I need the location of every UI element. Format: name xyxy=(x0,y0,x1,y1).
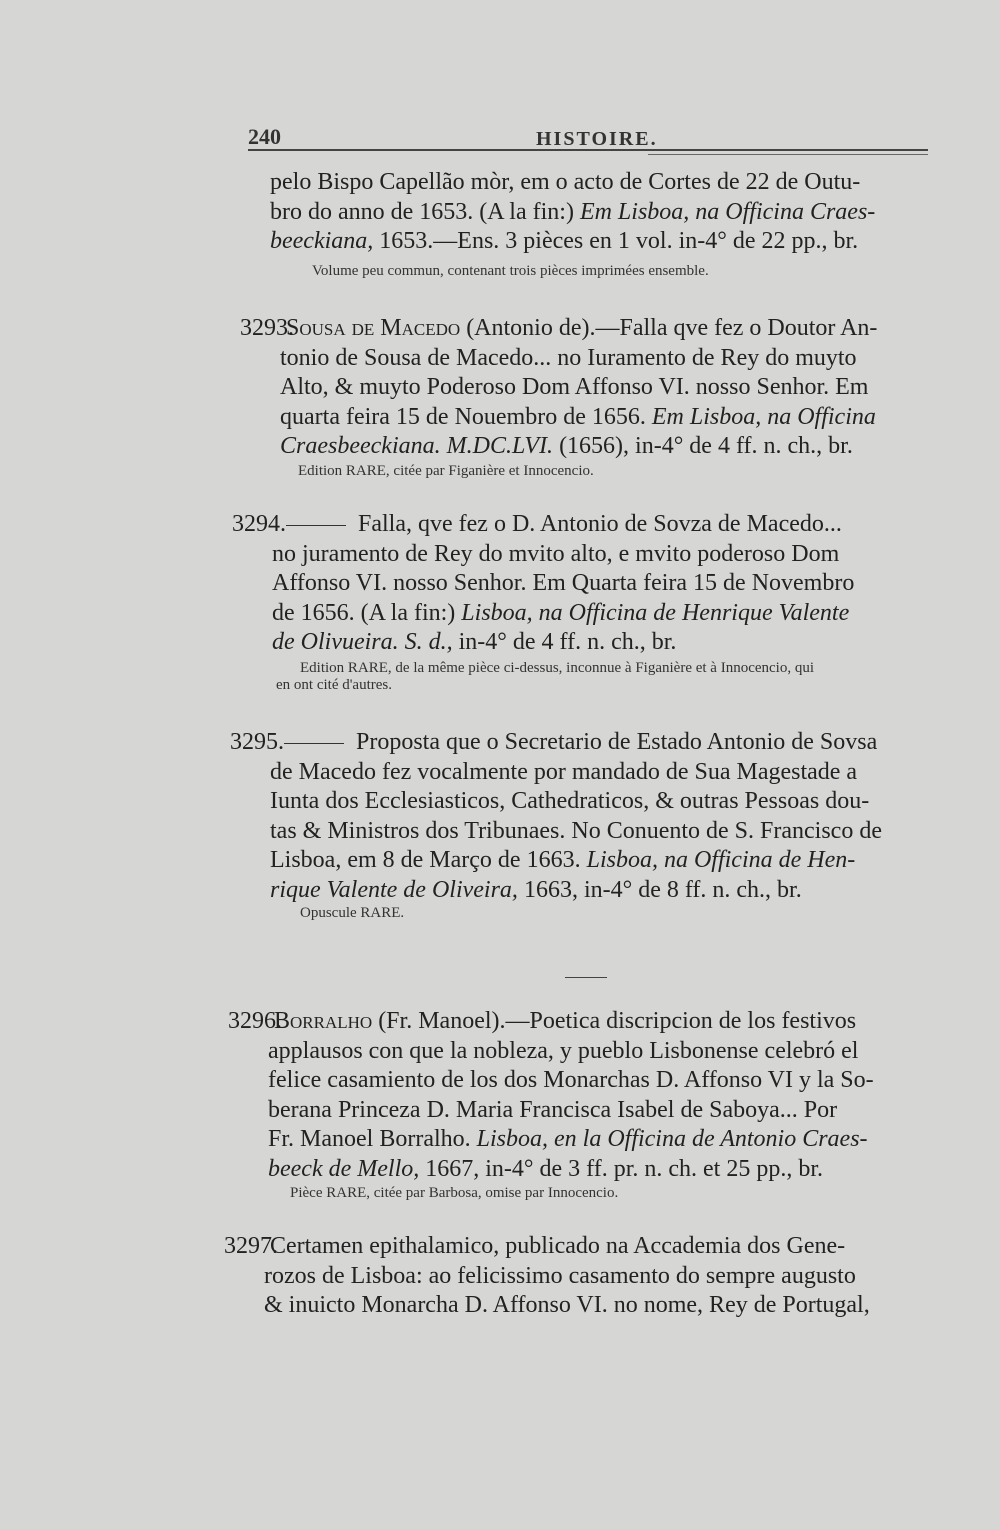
running-title: HISTOIRE. xyxy=(536,128,658,150)
ditto-dash xyxy=(284,743,344,744)
entry-3293: 3293. Sousa de Macedo (Antonio de).—Falla qve fez o Doutor An- tonio de Sousa de Macedo... no Iuramento de Rey do muyto Alto, & muyto Poderoso Dom Affonso VI. nosso Senhor. Em quarta feira 15 de Nouembro de 1656. Em Lisboa, na Officina Craesbeeckiana. M.DC.LVI. (1656), in-4° de 4 ff. n. ch., br. xyxy=(240,315,878,459)
text-line: beeckiana, 1653.—Ens. 3 pièces en 1 vol. in-4° de 22 pp., br. xyxy=(270,228,859,254)
page-header xyxy=(248,122,928,156)
entry-author: Borralho xyxy=(274,1008,373,1034)
note-3296: Pièce RARE, citée par Barbosa, omise par Innocencio. xyxy=(290,1185,619,1201)
entry-number: 3294. xyxy=(232,511,286,537)
entry-number: 3295. xyxy=(230,729,284,755)
note-3295: Opuscule RARE. xyxy=(300,905,405,921)
entry-number: 3293. xyxy=(240,315,294,341)
entry-author: Sousa de Macedo xyxy=(286,315,461,341)
entry-number: 3297. xyxy=(224,1233,278,1259)
header-rule-thin xyxy=(648,154,928,155)
entry-3297: 3297. Certamen epithalamico, publicado na Accademia dos Gene- rozos de Lisboa: ao felicissimo casamento do sempre augusto & inuicto Monarcha D. Affonso VI. no nome, Rey de Portugal, xyxy=(224,1233,870,1318)
page-number: 240 xyxy=(248,124,281,149)
text-line: bro do anno de 1653. (A la fin:) Em Lisboa, na Officina Craes- xyxy=(270,198,876,225)
note-3294: Edition RARE, de la même pièce ci-dessus, inconnue à Figanière et à Innocencio, qui en ont cité d'autres. xyxy=(276,660,815,693)
entry-3296: 3296. Borralho (Fr. Manoel).—Poetica discripcion de los festivos applausos con que la nobleza, y pueblo Lisbonense celebró el felice casamiento de los dos Monarchas D. Affonso VI y la So- berana Princeza D. Maria Francisca Isabel de Saboya... Por Fr. Manoel Borralho. Lisboa, en la Officina de Antonio Craes- beeck de Mello, 1667, in-4° de 3 ff. pr. n. ch. et 25 pp., br. xyxy=(228,1008,874,1182)
continuation-entry xyxy=(270,168,930,257)
entry-3294: 3294. Falla, qve fez o D. Antonio de Sovza de Macedo... no juramento de Rey do mvito alto, e mvito poderoso Dom Affonso VI. nosso Senhor. Em Quarta feira 15 de Novembro de 1656. (A la fin:) Lisboa, na Officina de Henrique Valente de Olivueira. S. d., in-4° de 4 ff. n. ch., br. xyxy=(232,511,855,655)
header-rule xyxy=(248,149,928,151)
entry-3295: 3295. Proposta que o Secretario de Estado Antonio de Sovsa de Macedo fez vocalmente por mandado de Sua Magestade a Iunta dos Ecclesiasticos, Cathedraticos, & outras Pessoas dou- tas & Ministros dos Tribunaes. No Conuento de S. Francisco de Lisboa, em 8 de Março de 1663. Lisboa, na Officina de Hen- rique Valente de Oliveira, 1663, in-4° de 8 ff. n. ch., br. xyxy=(230,729,882,903)
text-line: pelo Bispo Capellão mòr, em o acto de Cortes de 22 de Outu- xyxy=(270,169,861,195)
entry-number: 3296. xyxy=(228,1008,282,1034)
ditto-dash xyxy=(286,525,346,526)
section-separator xyxy=(565,977,607,978)
note-continuation: Volume peu commun, contenant trois pièces imprimées ensemble. xyxy=(312,263,709,279)
note-3293: Edition RARE, citée par Figanière et Innocencio. xyxy=(298,463,594,479)
